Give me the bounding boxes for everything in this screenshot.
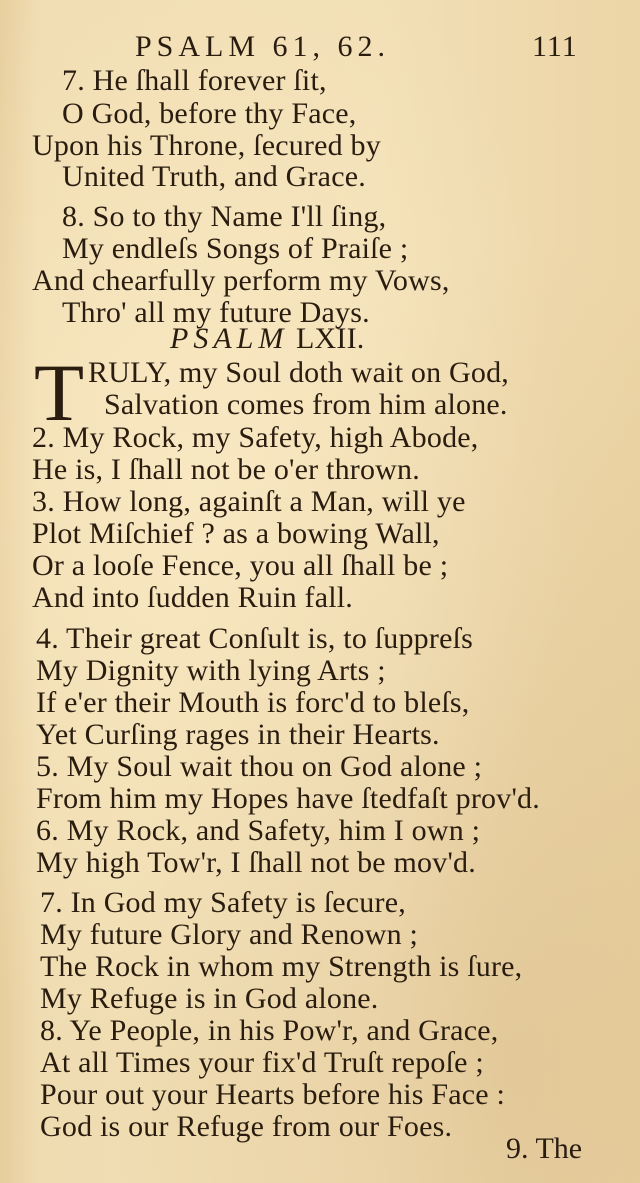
verse-line: From him my Hopes have ſtedfaſt prov'd. (36, 782, 540, 815)
verse-line: 2. My Rock, my Safety, high Abode, (32, 421, 479, 454)
verse-line: 6. My Rock, and Safety, him I own ; (36, 814, 481, 847)
psalm-heading-number: LXII. (296, 322, 365, 355)
verse-line: My endleſs Songs of Praiſe ; (62, 232, 409, 265)
verse-line: And chearfully perform my Vows, (32, 264, 450, 297)
verse-line: My Refuge is in God alone. (40, 982, 379, 1015)
verse-line: Plot Miſchief ? as a bowing Wall, (32, 517, 440, 550)
verse-line: 4. Their great Conſult is, to ſuppreſs (36, 622, 473, 655)
verse-line: 7. He ſhall forever ſit, (62, 64, 327, 97)
verse-line: 7. In God my Safety is ſecure, (40, 886, 406, 919)
verse-line: 8. Ye People, in his Pow'r, and Grace, (40, 1014, 499, 1047)
verse-line: God is our Refuge from our Foes. (40, 1110, 453, 1143)
verse-line: My Dignity with lying Arts ; (36, 654, 386, 687)
verse-line: My high Tow'r, I ſhall not be mov'd. (36, 846, 476, 879)
verse-line: And into ſudden Ruin fall. (32, 581, 354, 614)
verse-line-first: RULY, my Soul doth wait on God, (88, 356, 509, 389)
verse-line: If e'er their Mouth is forc'd to bleſs, (36, 686, 470, 719)
verse-line: Yet Curſing rages in their Hearts. (36, 718, 440, 751)
verse-line: 3. How long, againſt a Man, will ye (32, 485, 466, 518)
verse-line: At all Times your fix'd Truſt repoſe ; (40, 1046, 484, 1079)
verse-line: Or a looſe Fence, you all ſhall be ; (32, 549, 449, 582)
verse-line: O God, before thy Face, (62, 97, 357, 130)
page-number: 111 (532, 30, 578, 63)
psalm-heading-word: PSALM (170, 322, 289, 355)
verse-line: 8. So to thy Name I'll ſing, (62, 200, 387, 233)
verse-line: The Rock in whom my Strength is ſure, (40, 950, 523, 983)
drop-cap: T (34, 347, 85, 438)
psalm-heading (170, 322, 365, 356)
verse-line: Salvation comes from him alone. (104, 388, 508, 421)
verse-line: Thro' all my future Days. (62, 296, 370, 329)
catchword: 9. The (506, 1132, 583, 1165)
running-header: PSALM 61, 62. (135, 30, 391, 63)
verse-line: He is, I ſhall not be o'er thrown. (32, 453, 420, 486)
verse-line: Pour out your Hearts before his Face : (40, 1078, 505, 1111)
verse-line: My future Glory and Renown ; (40, 918, 419, 951)
verse-line: Upon his Throne, ſecured by (32, 129, 381, 162)
verse-line: United Truth, and Grace. (62, 160, 366, 193)
verse-line: 5. My Soul wait thou on God alone ; (36, 750, 483, 783)
